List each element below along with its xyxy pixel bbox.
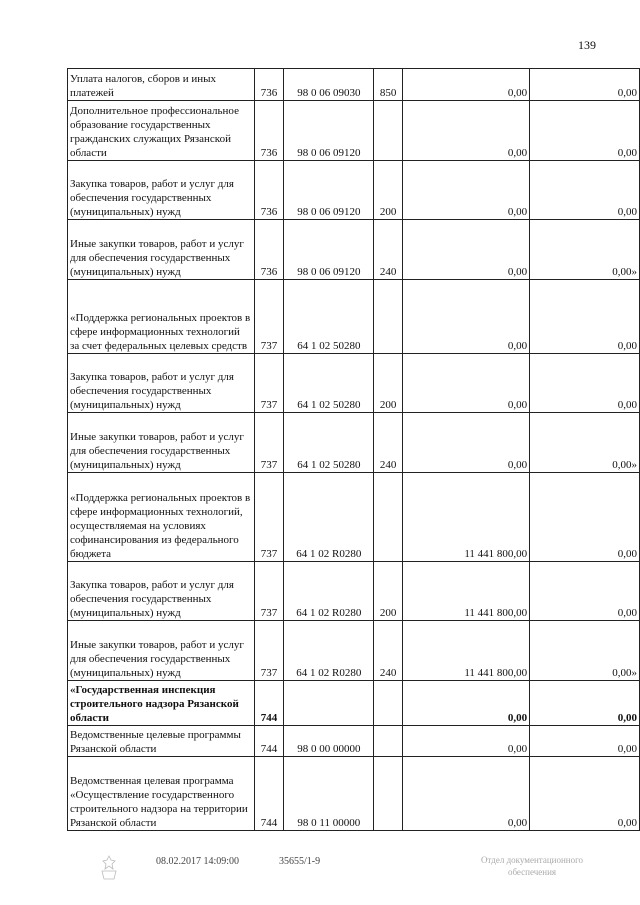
table-row (68, 161, 640, 220)
row-expense-type: 200 (374, 161, 403, 220)
row-code: 736 (254, 101, 284, 161)
table-row (68, 69, 640, 101)
row-amount-1: 0,00 (403, 280, 530, 354)
row-amount-2: 0,00 (530, 562, 640, 621)
page-number: 139 (578, 38, 596, 52)
row-code: 737 (254, 473, 284, 562)
row-amount-2: 0,00 (530, 280, 640, 354)
row-amount-2: 0,00» (530, 413, 640, 473)
row-amount-1: 0,00 (403, 354, 530, 413)
row-classification: 98 0 06 09120 (284, 161, 374, 220)
row-amount-2: 0,00 (530, 757, 640, 831)
stamp-line-2: обеспечения (507, 867, 557, 877)
table-row (68, 220, 640, 280)
row-name: Закупка товаров, работ и услуг для обеспечения государственных (муниципальных) нужд (68, 562, 255, 621)
table-row (68, 757, 640, 831)
office-stamp (452, 854, 612, 878)
row-code: 744 (254, 681, 284, 726)
row-expense-type: 850 (374, 69, 403, 101)
row-expense-type: 200 (374, 354, 403, 413)
table-row (68, 354, 640, 413)
row-amount-1: 0,00 (403, 220, 530, 280)
row-amount-1: 11 441 800,00 (403, 562, 530, 621)
table-row (68, 562, 640, 621)
row-classification: 98 0 00 00000 (284, 726, 374, 757)
budget-table (67, 68, 640, 831)
row-expense-type (374, 473, 403, 562)
row-amount-1: 0,00 (403, 726, 530, 757)
row-amount-2: 0,00» (530, 220, 640, 280)
row-classification: 64 1 02 50280 (284, 413, 374, 473)
row-name: Ведомственная целевая программа «Осуществление государственного строительного надзора на территории Рязанской области (68, 757, 255, 831)
row-classification (284, 681, 374, 726)
row-code: 736 (254, 69, 284, 101)
table-row (68, 621, 640, 681)
row-classification: 64 1 02 50280 (284, 354, 374, 413)
row-classification: 98 0 06 09120 (284, 220, 374, 280)
row-name: Иные закупки товаров, работ и услуг для обеспечения государственных (муниципальных) нужд (68, 621, 255, 681)
row-expense-type (374, 280, 403, 354)
row-amount-1: 0,00 (403, 757, 530, 831)
row-classification: 64 1 02 R0280 (284, 621, 374, 681)
row-amount-1: 0,00 (403, 161, 530, 220)
row-amount-2: 0,00 (530, 681, 640, 726)
row-name: Закупка товаров, работ и услуг для обеспечения государственных (муниципальных) нужд (68, 354, 255, 413)
row-amount-2: 0,00 (530, 161, 640, 220)
row-name: Уплата налогов, сборов и иных платежей (68, 69, 255, 101)
row-name: Дополнительное профессиональное образование государственных гражданских служащих Рязанской области (68, 101, 255, 161)
row-amount-1: 0,00 (403, 101, 530, 161)
row-amount-1: 0,00 (403, 681, 530, 726)
row-amount-1: 0,00 (403, 413, 530, 473)
row-expense-type: 240 (374, 220, 403, 280)
row-expense-type: 240 (374, 621, 403, 681)
row-amount-2: 0,00 (530, 101, 640, 161)
row-classification: 64 1 02 R0280 (284, 562, 374, 621)
stamp-line-1: Отдел документационного (480, 855, 584, 865)
table-row (68, 280, 640, 354)
row-code: 737 (254, 413, 284, 473)
row-expense-type (374, 681, 403, 726)
row-amount-1: 11 441 800,00 (403, 621, 530, 681)
row-amount-1: 11 441 800,00 (403, 473, 530, 562)
row-code: 744 (254, 757, 284, 831)
row-name: «Государственная инспекция строительного надзора Рязанской области (68, 681, 255, 726)
row-code: 736 (254, 220, 284, 280)
row-name: Иные закупки товаров, работ и услуг для обеспечения государственных (муниципальных) нужд (68, 413, 255, 473)
row-expense-type (374, 101, 403, 161)
row-amount-2: 0,00 (530, 69, 640, 101)
row-name: Иные закупки товаров, работ и услуг для обеспечения государственных (муниципальных) нужд (68, 220, 255, 280)
emblem-icon (98, 853, 120, 881)
row-code: 737 (254, 621, 284, 681)
table-row (68, 726, 640, 757)
row-expense-type (374, 726, 403, 757)
row-code: 736 (254, 161, 284, 220)
row-code: 744 (254, 726, 284, 757)
footer-reference: 35655/1-9 (279, 856, 321, 867)
row-expense-type: 240 (374, 413, 403, 473)
row-name: Ведомственные целевые программы Рязанской области (68, 726, 255, 757)
row-code: 737 (254, 280, 284, 354)
row-amount-2: 0,00 (530, 726, 640, 757)
row-expense-type (374, 757, 403, 831)
row-amount-1: 0,00 (403, 69, 530, 101)
row-amount-2: 0,00» (530, 621, 640, 681)
row-amount-2: 0,00 (530, 473, 640, 562)
row-classification: 64 1 02 50280 (284, 280, 374, 354)
row-name: «Поддержка региональных проектов в сфере информационных технологий, осуществляемая на условиях софинансирования из федерального бюджета (68, 473, 255, 562)
row-expense-type: 200 (374, 562, 403, 621)
row-classification: 98 0 06 09120 (284, 101, 374, 161)
row-code: 737 (254, 354, 284, 413)
table-row (68, 101, 640, 161)
row-name: «Поддержка региональных проектов в сфере информационных технологий за счет федеральных целевых средств (68, 280, 255, 354)
row-classification: 98 0 06 09030 (284, 69, 374, 101)
row-classification: 98 0 11 00000 (284, 757, 374, 831)
row-code: 737 (254, 562, 284, 621)
footer-datetime: 08.02.2017 14:09:00 (156, 856, 240, 867)
table-row (68, 413, 640, 473)
row-amount-2: 0,00 (530, 354, 640, 413)
table-row (68, 473, 640, 562)
row-classification: 64 1 02 R0280 (284, 473, 374, 562)
row-name: Закупка товаров, работ и услуг для обеспечения государственных (муниципальных) нужд (68, 161, 255, 220)
table-row (68, 681, 640, 726)
